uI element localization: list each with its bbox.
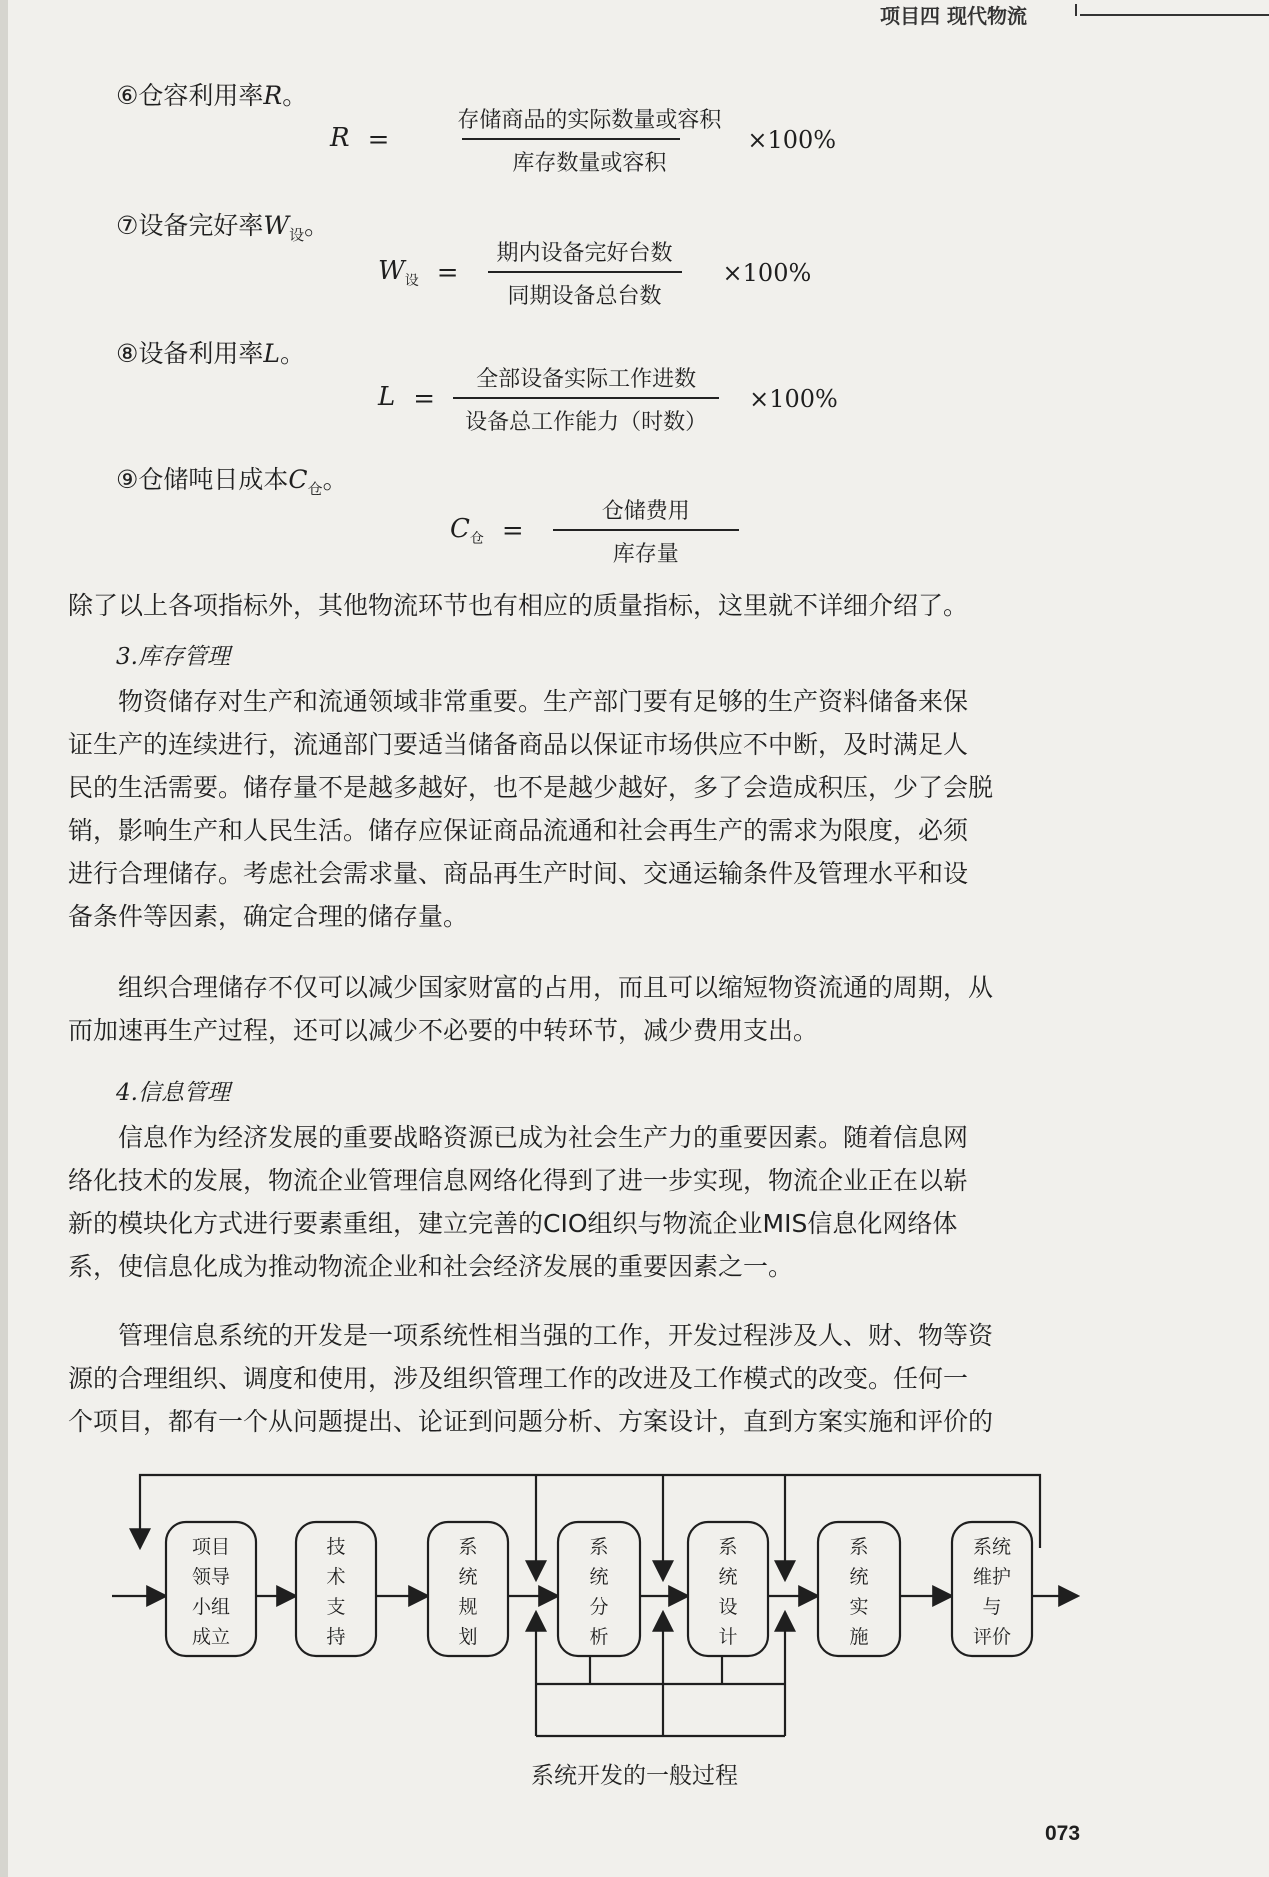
equals-sign: = xyxy=(413,384,436,414)
box-text-line: 统 xyxy=(849,1566,869,1588)
section-3-heading: 3.库存管理 xyxy=(116,644,230,670)
text-line: 备条件等因素，确定合理的储存量。 xyxy=(68,902,469,931)
text-line: 系，使信息化成为推动物流企业和社会经济发展的重要因素之一。 xyxy=(68,1252,794,1281)
fraction-numerator: 期内设备完好台数 xyxy=(496,241,673,266)
multiplier: ×100% xyxy=(722,259,812,287)
indicator-end: 。 xyxy=(322,465,348,494)
indicator-symbol: R xyxy=(263,81,283,110)
indicator-label-text: ⑨仓储吨日成本 xyxy=(116,465,289,494)
box-text-line: 系 xyxy=(718,1536,738,1558)
box-text-line: 与 xyxy=(982,1596,1002,1618)
text-line: 络化技术的发展，物流企业管理信息网络化得到了进一步实现，物流企业正在以崭 xyxy=(68,1166,969,1195)
box-text-line: 析 xyxy=(589,1626,609,1648)
section-4-heading: 4.信息管理 xyxy=(116,1080,230,1106)
box-text-line: 规 xyxy=(458,1596,478,1618)
formula-var-letter: C xyxy=(450,513,470,544)
text-line: 证生产的连续进行，流通部门要适当储备商品以保证市场供应不中断，及时满足人 xyxy=(68,730,969,759)
box-text-line: 维护 xyxy=(972,1566,1012,1588)
box-text-line: 统 xyxy=(718,1566,738,1588)
box-text-line: 统 xyxy=(458,1566,478,1588)
indicator-end: 。 xyxy=(280,339,306,368)
formula-var-letter: L xyxy=(378,382,396,413)
formula-var-sub: 仓 xyxy=(469,531,484,548)
indicator-end: 。 xyxy=(304,211,330,240)
text-line: 销，影响生产和人民生活。储存应保证商品流通和社会再生产的需求为限度，必须 xyxy=(68,816,969,845)
text-line: 管理信息系统的开发是一项系统性相当强的工作，开发过程涉及人、财、物等资 xyxy=(118,1321,994,1350)
box-text-line: 评价 xyxy=(972,1626,1012,1648)
box-text-line: 划 xyxy=(458,1626,478,1648)
indicator-symbol-sub: 设 xyxy=(289,226,305,244)
box-text-line: 小组 xyxy=(191,1596,231,1618)
intro-sentence: 除了以上各项指标外，其他物流环节也有相应的质量指标，这里就不详细介绍了。 xyxy=(68,591,969,620)
text-line: 民的生活需要。储存量不是越多越好，也不是越少越好，多了会造成积压，少了会脱 xyxy=(68,773,994,802)
equals-sign: = xyxy=(367,125,390,155)
fraction-denominator: 同期设备总台数 xyxy=(488,271,682,310)
box-text-line: 分 xyxy=(589,1596,609,1618)
box-text-line: 计 xyxy=(718,1626,738,1648)
equals-sign: = xyxy=(436,258,459,288)
text-line: 个项目，都有一个从问题提出、论证到问题分析、方案设计，直到方案实施和评价的 xyxy=(68,1407,994,1436)
box-text-line: 系 xyxy=(849,1536,869,1558)
fraction-numerator: 仓储费用 xyxy=(601,499,690,524)
text-line: 物资储存对生产和流通领域非常重要。生产部门要有足够的生产资料储备来保 xyxy=(118,687,969,716)
text-line: 新的模块化方式进行要素重组，建立完善的CIO组织与物流企业MIS信息化网络体 xyxy=(68,1209,958,1238)
box-text-line: 统 xyxy=(589,1566,609,1588)
multiplier: ×100% xyxy=(749,385,838,413)
indicator-label-text: ⑦设备完好率 xyxy=(116,211,264,240)
indicator-symbol: L xyxy=(263,339,281,368)
indicator-label-text: ⑥仓容利用率 xyxy=(116,81,264,110)
equals-sign: = xyxy=(501,516,524,546)
box-text-line: 系 xyxy=(589,1536,609,1558)
box-text-line: 施 xyxy=(849,1626,869,1648)
formula-var-sub: 设 xyxy=(404,273,419,290)
fraction-numerator: 全部设备实际工作进数 xyxy=(476,367,697,392)
fraction-denominator: 库存量 xyxy=(553,529,739,568)
text-line: 源的合理组织、调度和使用，涉及组织管理工作的改进及工作模式的改变。任何一 xyxy=(68,1364,969,1393)
running-header: 项目四 现代物流 xyxy=(880,4,1027,28)
text-line: 进行合理储存。考虑社会需求量、商品再生产时间、交通运输条件及管理水平和设 xyxy=(68,859,969,888)
multiplier: ×100% xyxy=(747,126,837,154)
box-text-line: 设 xyxy=(718,1596,738,1618)
page-number: 073 xyxy=(1045,1822,1081,1845)
diagram-caption: 系统开发的一般过程 xyxy=(531,1763,738,1789)
fraction-denominator: 设备总工作能力（时数） xyxy=(453,397,719,436)
box-text-line: 技 xyxy=(326,1536,346,1558)
fraction-denominator: 库存数量或容积 xyxy=(462,138,680,177)
text-line: 而加速再生产过程，还可以减少不必要的中转环节，减少费用支出。 xyxy=(68,1016,819,1045)
box-text-line: 持 xyxy=(326,1626,346,1648)
indicator-symbol-sub: 仓 xyxy=(307,480,323,498)
indicator-symbol: W xyxy=(263,211,290,240)
box-text-line: 领导 xyxy=(191,1566,231,1588)
box-text-line: 项目 xyxy=(191,1536,231,1558)
box-text-line: 术 xyxy=(326,1566,346,1588)
text-line: 信息作为经济发展的重要战略资源已成为社会生产力的重要因素。随着信息网 xyxy=(118,1123,969,1152)
box-text-line: 实 xyxy=(849,1596,869,1618)
text-line: 组织合理储存不仅可以减少国家财富的占用，而且可以缩短物资流通的周期，从 xyxy=(118,973,994,1002)
formula-var-letter: W xyxy=(378,255,405,286)
fraction-numerator: 存储商品的实际数量或容积 xyxy=(457,108,722,133)
box-text-line: 系 xyxy=(458,1536,478,1558)
indicator-symbol: C xyxy=(288,465,308,494)
formula-var-letter: R xyxy=(330,123,350,154)
box-text-line: 支 xyxy=(326,1596,346,1618)
box-text-line: 成立 xyxy=(191,1626,231,1648)
indicator-end: 。 xyxy=(282,81,308,110)
indicator-label-text: ⑧设备利用率 xyxy=(116,339,264,368)
box-text-line: 系统 xyxy=(972,1536,1012,1558)
